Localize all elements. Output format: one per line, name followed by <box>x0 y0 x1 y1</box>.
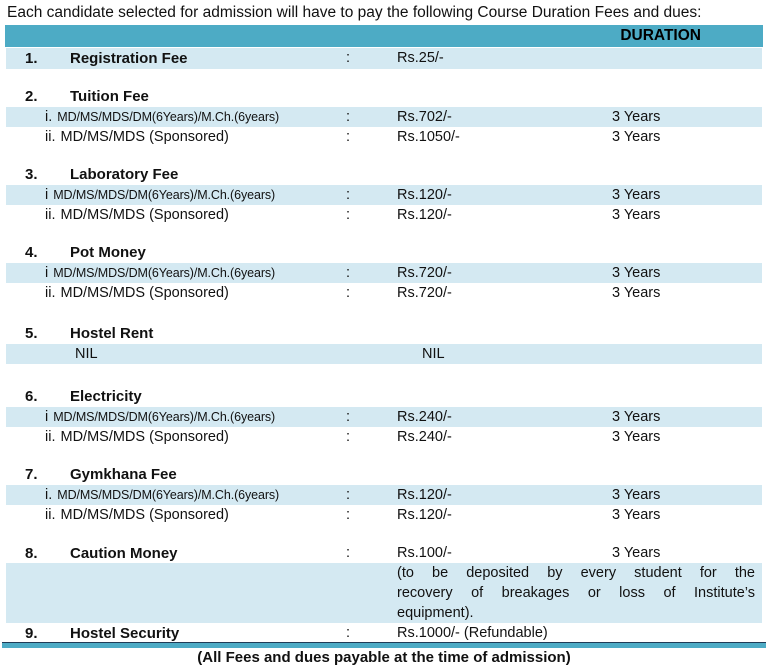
subrow-label: MD/MS/MDS/DM(6Years)/M.Ch.(6years) <box>53 188 276 202</box>
nil-row <box>6 344 762 364</box>
nil-item: NIL <box>75 346 98 362</box>
fee-section-tuition <box>0 86 768 147</box>
fee-value: Rs.120/- <box>397 487 452 503</box>
fee-name: Pot Money <box>70 244 146 261</box>
subrow-course <box>45 505 229 525</box>
fee-subrow <box>6 283 762 303</box>
page-title: Each candidate selected for admission will have to pay the following Course Duration Fees and dues: <box>7 4 702 21</box>
fee-section-header <box>6 386 762 407</box>
fee-colon: : <box>346 545 351 561</box>
subrow-label: MD/MS/MDS (Sponsored) <box>60 129 229 145</box>
subrow-course <box>45 205 229 225</box>
fee-section-header <box>6 164 762 185</box>
fee-value: Rs.240/- <box>397 409 452 425</box>
subrow-prefix: ii. <box>45 207 56 223</box>
fee-value: Rs.120/- <box>397 507 452 523</box>
subrow-prefix: ii. <box>45 429 56 445</box>
fee-colon: : <box>346 285 351 301</box>
fee-duration: 3 Years <box>612 429 661 445</box>
fee-number: 5. <box>25 325 38 342</box>
fee-value: Rs.120/- <box>397 187 452 203</box>
fee-section-header <box>6 323 762 344</box>
subrow-label: MD/MS/MDS (Sponsored) <box>60 207 229 223</box>
fee-section-caution-money <box>0 544 768 623</box>
fee-value: Rs.1050/- <box>397 129 460 145</box>
note-line-2: recovery of breakages or loss of Institute’s <box>397 585 755 601</box>
fee-number: 4. <box>25 244 38 261</box>
fee-colon: : <box>346 429 351 445</box>
fee-section-header <box>6 86 762 107</box>
fee-number: 3. <box>25 166 38 183</box>
note-line-1: (to be deposited by every student for the <box>397 565 755 581</box>
fee-value: Rs.25/- <box>397 50 444 66</box>
fee-value: Rs.1000/- (Refundable) <box>397 625 548 641</box>
fee-duration: 3 Years <box>612 109 661 125</box>
separator-line <box>2 642 766 648</box>
caution-note <box>397 563 755 623</box>
subrow-prefix: ii. <box>45 129 56 145</box>
fee-duration: 3 Years <box>612 487 661 503</box>
fee-colon: : <box>346 507 351 523</box>
fee-name: Hostel Security <box>70 625 180 642</box>
fee-number: 7. <box>25 466 38 483</box>
subrow-course <box>45 485 279 505</box>
fee-value: Rs.120/- <box>397 207 452 223</box>
fee-colon: : <box>346 187 351 203</box>
fee-section-pot-money <box>0 242 768 303</box>
fee-subrow <box>6 505 762 525</box>
fee-colon: : <box>346 625 351 641</box>
subrow-label: MD/MS/MDS (Sponsored) <box>60 507 229 523</box>
fee-duration: 3 Years <box>612 409 661 425</box>
fee-name: Tuition Fee <box>70 88 149 105</box>
subrow-course <box>45 127 229 147</box>
subrow-prefix: i <box>45 409 49 425</box>
fee-name: Hostel Rent <box>70 325 154 342</box>
fee-name: Gymkhana Fee <box>70 466 177 483</box>
fee-duration: 3 Years <box>612 507 661 523</box>
fee-colon: : <box>346 50 351 66</box>
fee-section-hostel-rent <box>0 323 768 364</box>
fee-value: Rs.720/- <box>397 265 452 281</box>
fee-name: Electricity <box>70 388 142 405</box>
note-line-3: equipment). <box>397 605 474 621</box>
fee-number: 6. <box>25 388 38 405</box>
fee-subrow <box>6 127 762 147</box>
duration-header-bar <box>5 25 763 47</box>
subrow-prefix: i <box>45 265 49 281</box>
fee-number: 1. <box>25 50 38 67</box>
subrow-prefix: ii. <box>45 285 56 301</box>
nil-value: NIL <box>422 346 445 362</box>
duration-column-header: DURATION <box>620 27 701 44</box>
subrow-course <box>45 407 275 427</box>
fee-value: Rs.702/- <box>397 109 452 125</box>
fee-subrow <box>6 205 762 225</box>
fee-duration: 3 Years <box>612 285 661 301</box>
fee-section-hostel-security <box>0 625 768 642</box>
subrow-label: MD/MS/MDS (Sponsored) <box>60 285 229 301</box>
fee-section-electricity <box>0 386 768 447</box>
fee-subrow <box>6 427 762 447</box>
subrow-prefix: i <box>45 187 49 203</box>
subrow-prefix: ii. <box>45 507 56 523</box>
fee-name: Laboratory Fee <box>70 166 179 183</box>
subrow-course <box>45 283 229 303</box>
subrow-label: MD/MS/MDS/DM(6Years)/M.Ch.(6years) <box>53 266 276 280</box>
fee-row-caution <box>6 544 762 563</box>
footer-note: (All Fees and dues payable at the time of admission) <box>197 649 571 666</box>
fee-subrow <box>6 185 762 205</box>
subrow-label: MD/MS/MDS/DM(6Years)/M.Ch.(6years) <box>53 410 276 424</box>
fee-value: Rs.720/- <box>397 285 452 301</box>
fee-colon: : <box>346 207 351 223</box>
fee-subrow <box>6 485 762 505</box>
subrow-label: MD/MS/MDS/DM(6Years)/M.Ch.(6years) <box>57 110 280 124</box>
fee-number: 8. <box>25 545 38 562</box>
fee-duration: 3 Years <box>612 545 661 561</box>
fee-name: Caution Money <box>70 545 178 562</box>
subrow-label: MD/MS/MDS (Sponsored) <box>60 429 229 445</box>
fee-subrow <box>6 263 762 283</box>
fee-colon: : <box>346 487 351 503</box>
fee-colon: : <box>346 265 351 281</box>
subrow-course <box>45 107 279 127</box>
fee-value: Rs.240/- <box>397 429 452 445</box>
caution-note-band <box>6 563 762 623</box>
fee-section-header <box>6 242 762 263</box>
subrow-course <box>45 263 275 283</box>
fee-section-laboratory <box>0 164 768 225</box>
fee-row-hostel-security <box>6 625 762 642</box>
subrow-course <box>45 185 275 205</box>
fee-value: Rs.100/- <box>397 545 452 561</box>
fee-duration: 3 Years <box>612 187 661 203</box>
fee-colon: : <box>346 109 351 125</box>
fee-colon: : <box>346 409 351 425</box>
fee-duration: 3 Years <box>612 265 661 281</box>
fee-number: 2. <box>25 88 38 105</box>
subrow-prefix: i. <box>45 487 53 503</box>
fee-section-header <box>6 464 762 485</box>
fee-number: 9. <box>25 625 38 642</box>
fee-name: Registration Fee <box>70 50 188 67</box>
fee-row-registration <box>6 48 762 69</box>
fee-duration: 3 Years <box>612 129 661 145</box>
fee-duration: 3 Years <box>612 207 661 223</box>
fee-section-gymkhana <box>0 464 768 525</box>
fee-subrow <box>6 107 762 127</box>
subrow-course <box>45 427 229 447</box>
fee-colon: : <box>346 129 351 145</box>
fee-subrow <box>6 407 762 427</box>
subrow-label: MD/MS/MDS/DM(6Years)/M.Ch.(6years) <box>57 488 280 502</box>
subrow-prefix: i. <box>45 109 53 125</box>
